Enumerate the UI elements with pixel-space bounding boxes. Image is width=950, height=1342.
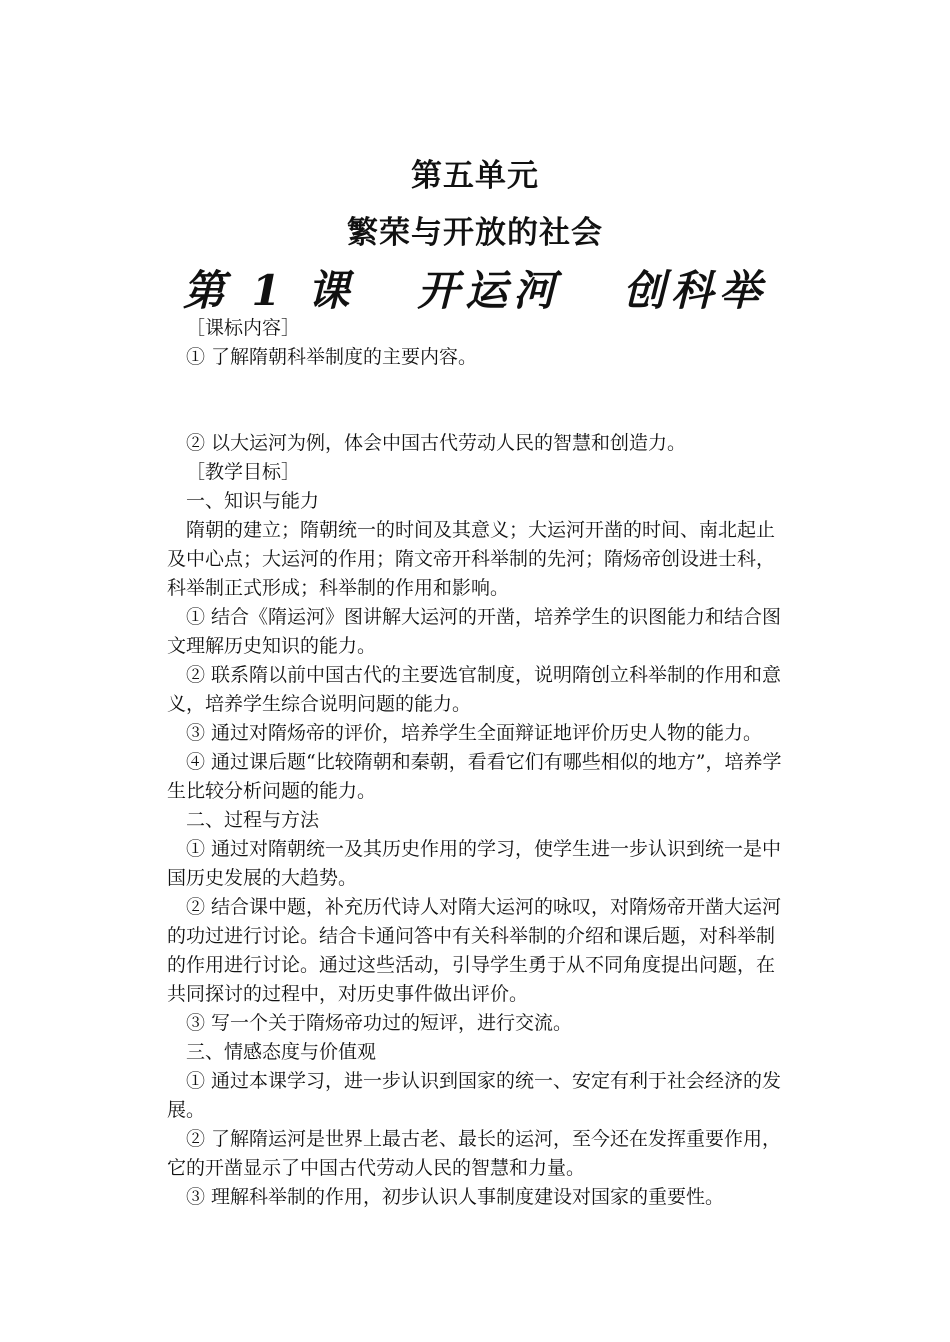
curriculum-item: ① 了解隋朝科举制度的主要内容。 (186, 346, 478, 368)
curriculum-item: ② 以大运河为例，体会中国古代劳动人民的智慧和创造力。 (186, 432, 687, 454)
curriculum-block (167, 314, 789, 372)
section-heading: 三、情感态度与价值观 (186, 1041, 377, 1063)
objectives-heading: ［教学目标］ (186, 461, 301, 483)
unit-title: 第五单元 (411, 158, 539, 194)
list-item: ③ 写一个关于隋炀帝功过的短评，进行交流。 (186, 1012, 573, 1034)
list-item: ② 了解隋运河是世界上最古老、最长的运河，至今还在发挥重要作用，它的开凿显示了中国古代劳动人民的智慧和力量。 (167, 1128, 782, 1179)
list-item: ④ 通过课后题“比较隋朝和秦朝，看看它们有哪些相似的地方”，培养学生比较分析问题的能力。 (167, 751, 782, 802)
paragraph: 隋朝的建立；隋朝统一的时间及其意义；大运河开凿的时间、南北起止及中心点；大运河的作用；隋文帝开科举制的先河；隋炀帝创设进士科，科举制正式形成；科举制的作用和影响。 (167, 519, 776, 599)
list-item: ③ 通过对隋炀帝的评价，培养学生全面辩证地评价历史人物的能力。 (186, 722, 763, 744)
curriculum-heading: ［课标内容］ (186, 317, 301, 339)
list-item: ③ 理解科举制的作用，初步认识人事制度建设对国家的重要性。 (186, 1186, 725, 1208)
list-item: ① 通过对隋朝统一及其历史作用的学习，使学生进一步认识到统一是中国历史发展的大趋势。 (167, 838, 782, 889)
section-heading: 二、过程与方法 (186, 809, 320, 831)
section-heading: 一、知识与能力 (186, 490, 320, 512)
objectives-block (167, 429, 789, 1212)
list-item: ① 结合《隋运河》图讲解大运河的开凿，培养学生的识图能力和结合图文理解历史知识的能力。 (167, 606, 782, 657)
list-item: ② 联系隋以前中国古代的主要选官制度，说明隋创立科举制的作用和意义，培养学生综合说明问题的能力。 (167, 664, 782, 715)
unit-subtitle: 繁荣与开放的社会 (347, 215, 603, 251)
lesson-title: 第 1 课 开运河 创科举 (182, 266, 768, 315)
list-item: ② 结合课中题，补充历代诗人对隋大运河的咏叹，对隋炀帝开凿大运河的功过进行讨论。结合卡通问答中有关科举制的介绍和课后题，对科举制的作用进行讨论。通过这些活动，引导学生勇于从不同角度提出问题，在共同探讨的过程中，对历史事件做出评价。 (167, 896, 782, 1005)
list-item: ① 通过本课学习，进一步认识到国家的统一、安定有利于社会经济的发展。 (167, 1070, 782, 1121)
